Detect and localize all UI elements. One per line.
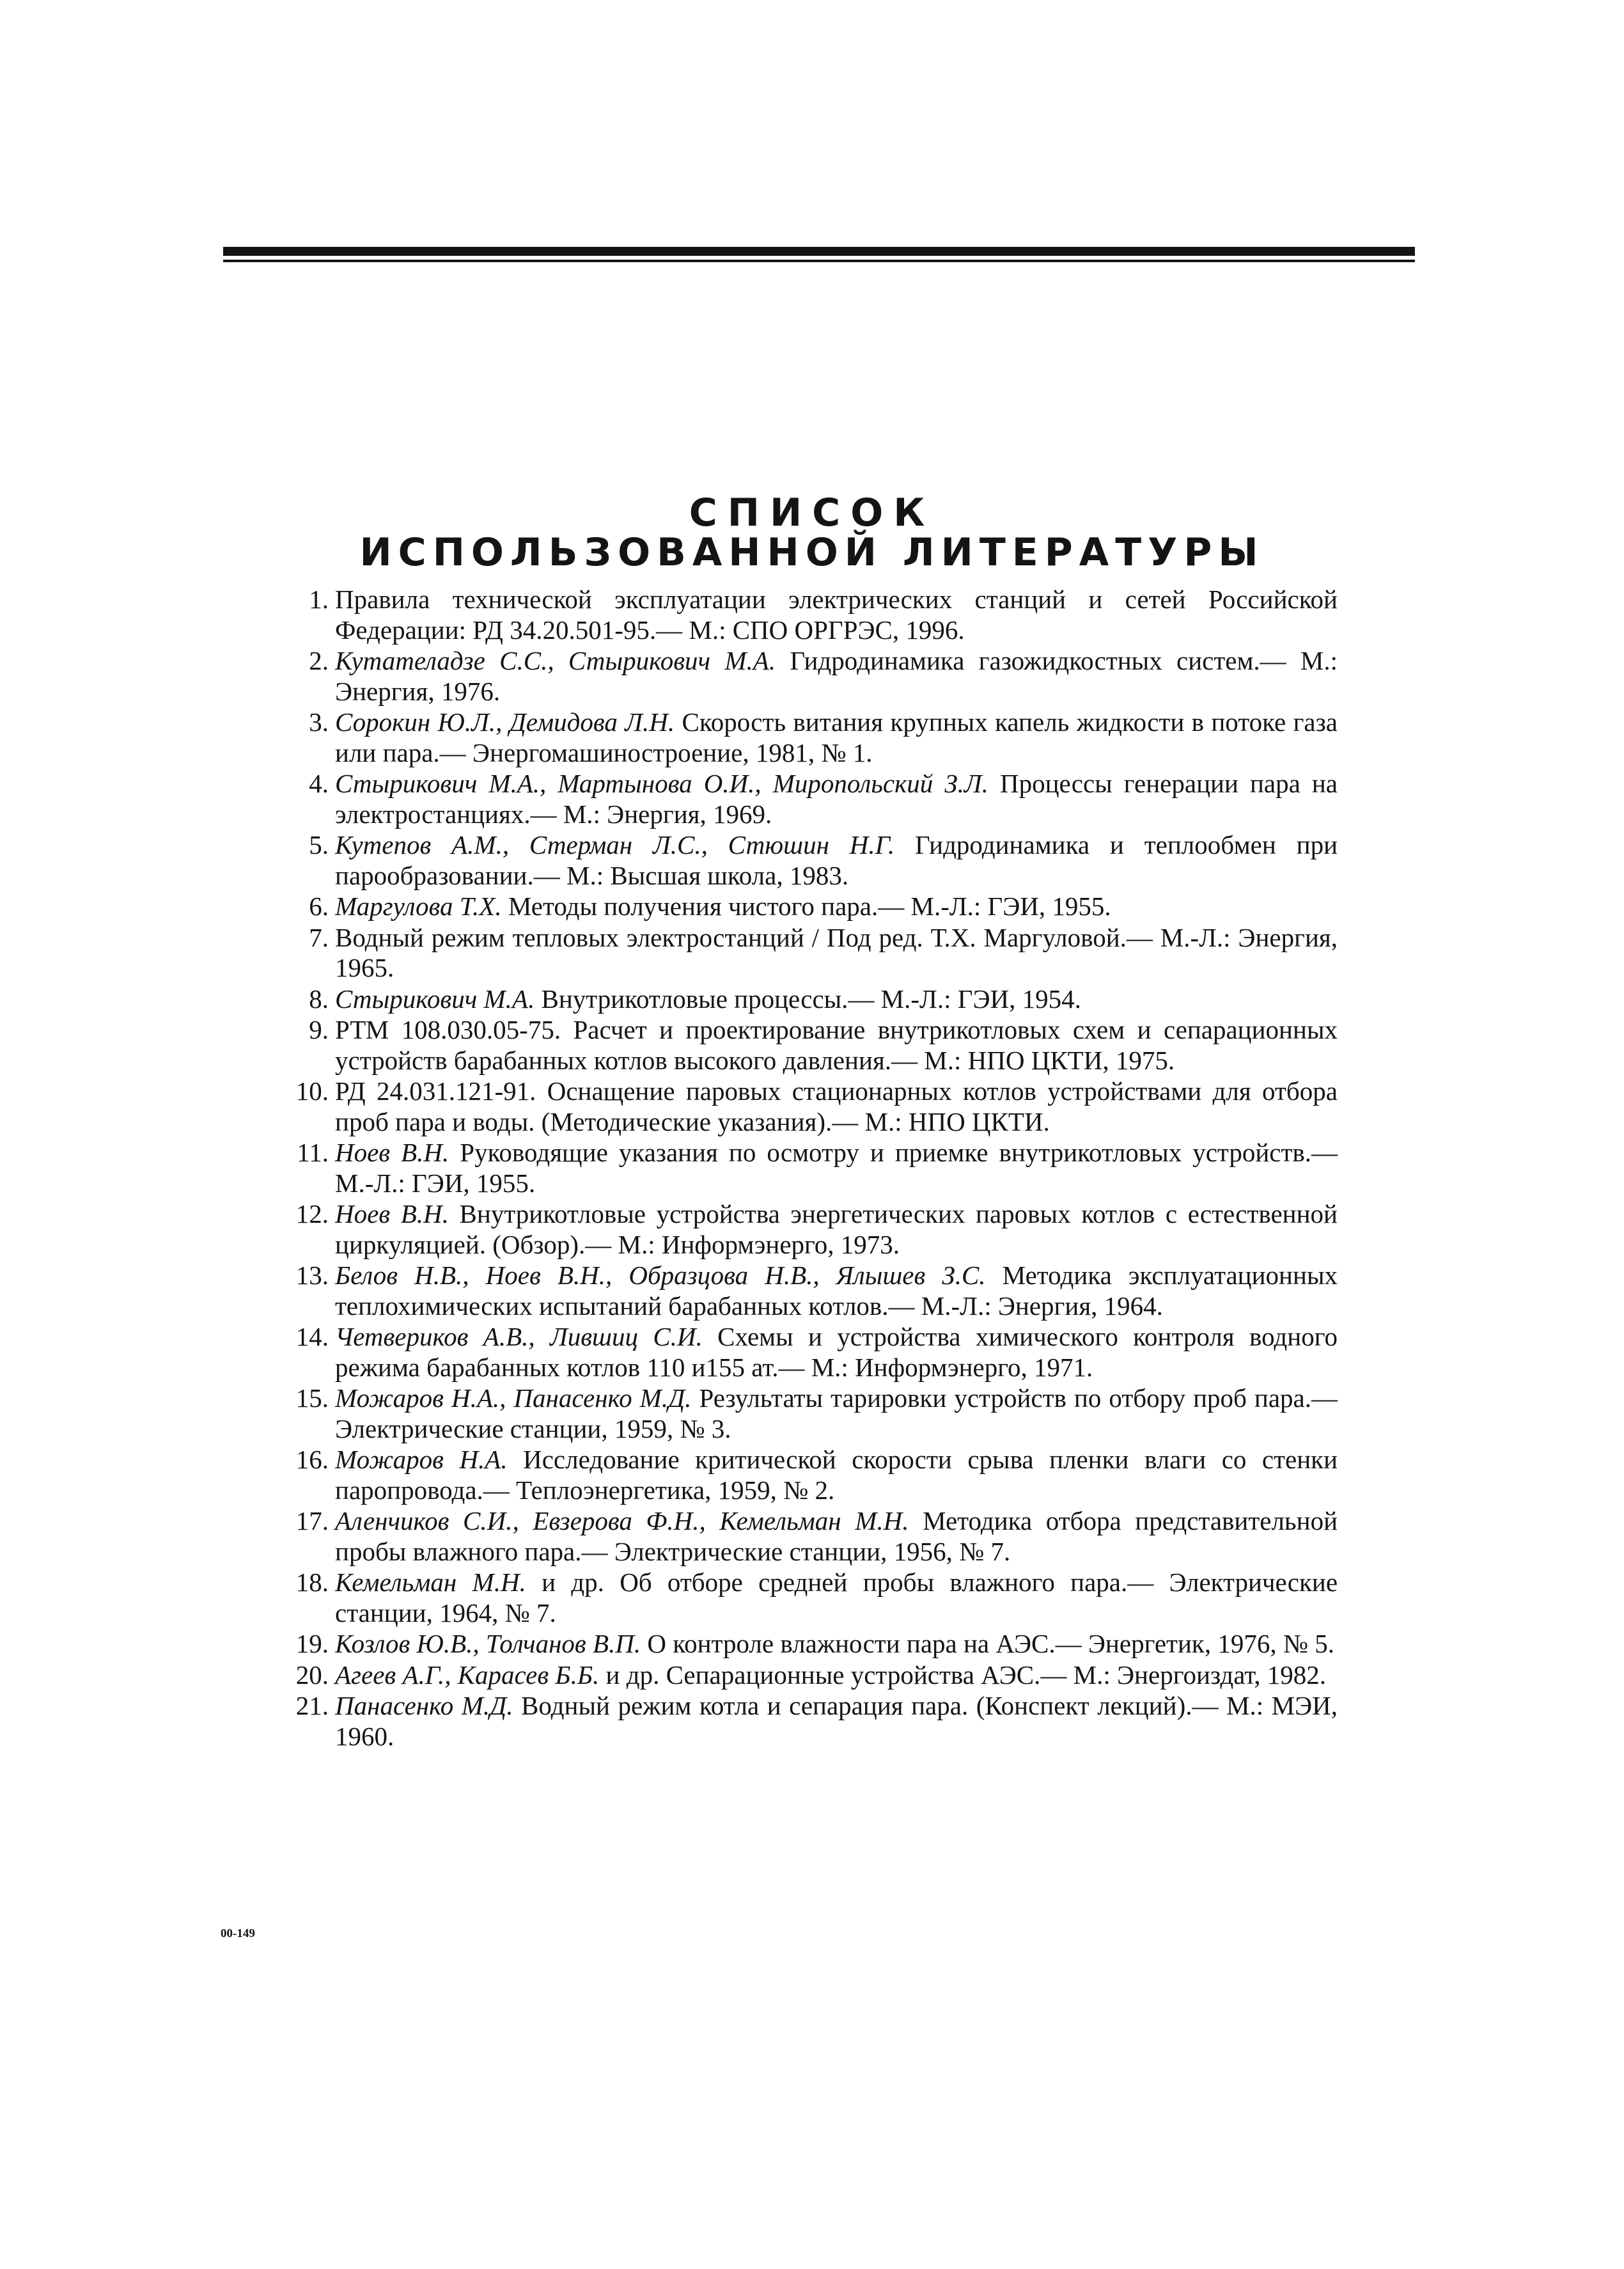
- header-rule-thick: [223, 247, 1415, 256]
- reference-item: [289, 830, 1338, 891]
- reference-text: Результаты тарировки устройств по отбору проб пара.— Электрические станции, 1959, № 3.: [335, 1383, 1338, 1443]
- reference-item: [289, 1629, 1338, 1660]
- reference-authors: Четвериков А.В., Лившиц С.И.: [335, 1322, 703, 1351]
- reference-item: [289, 1138, 1338, 1198]
- reference-authors: Стырикович М.А., Мартынова О.И., Миропольский З.Л.: [335, 769, 988, 798]
- reference-text: Схемы и устройства химического контроля водного режима барабанных котлов 110 и155 ат.— М.: Информэнерго, 1971.: [335, 1322, 1338, 1382]
- reference-text: Процессы генерации пара на электростанциях.— М.: Энергия, 1969.: [335, 769, 1338, 829]
- reference-item: [289, 1260, 1338, 1321]
- reference-item: [289, 1660, 1338, 1691]
- reference-item: [289, 646, 1338, 707]
- reference-number: 15.: [295, 1383, 329, 1413]
- reference-authors: Маргулова Т.Х.: [335, 891, 502, 921]
- reference-text: Правила технической эксплуатации электрических станций и сетей Российской Федерации: РД 34.20.501-95.— М.: СПО ОРГРЭС, 1996.: [335, 585, 1338, 645]
- reference-text: Скорость витания крупных капель жидкости в потоке газа или пара.— Энергомашиностроение, 1981, № 1.: [335, 707, 1338, 767]
- reference-authors: Можаров Н.А., Панасенко М.Д.: [335, 1383, 692, 1413]
- reference-number: 11.: [297, 1138, 329, 1167]
- reference-text: РД 24.031.121-91. Оснащение паровых стационарных котлов устройствами для отбора проб пара и воды. (Методические указания).— М.: НПО ЦКТИ.: [335, 1076, 1338, 1136]
- reference-number: 13.: [295, 1260, 329, 1290]
- reference-item: [289, 1199, 1338, 1260]
- reference-text: Методика эксплуатационных теплохимических испытаний барабанных котлов.— М.-Л.: Энергия, 1964.: [335, 1260, 1338, 1321]
- reference-number: 16.: [295, 1445, 329, 1474]
- reference-number: 7.: [309, 922, 329, 952]
- reference-text: Гидродинамика и теплообмен при парообразовании.— М.: Высшая школа, 1983.: [335, 830, 1338, 890]
- reference-text: Водный режим тепловых электростанций / Под ред. Т.Х. Маргуловой.— М.-Л.: Энергия, 1965.: [335, 922, 1338, 982]
- reference-number: 4.: [309, 769, 329, 798]
- reference-item: [289, 769, 1338, 829]
- reference-text: Гидродинамика газожидкостных систем.— М.: Энергия, 1976.: [335, 646, 1338, 706]
- reference-authors: Ноев В.Н.: [335, 1199, 449, 1229]
- reference-text: Внутрикотловые процессы.— М.-Л.: ГЭИ, 1954.: [541, 984, 1081, 1014]
- reference-text: Методы получения чистого пара.— М.-Л.: ГЭИ, 1955.: [508, 891, 1111, 921]
- reference-text: Водный режим котла и сепарация пара. (Конспект лекций).— М.: МЭИ, 1960.: [335, 1691, 1338, 1751]
- reference-item: [289, 1691, 1338, 1752]
- reference-text: Внутрикотловые устройства энергетических паровых котлов с естественной циркуляцией. (Обзор).— М.: Информэнерго, 1973.: [335, 1199, 1338, 1259]
- reference-item: [289, 984, 1338, 1015]
- page-title-line-2: ИСПОЛЬЗОВАННОЙ ЛИТЕРАТУРЫ: [359, 530, 1265, 575]
- reference-authors: Стырикович М.А.: [335, 984, 535, 1014]
- reference-text: и др. Сепарационные устройства АЭС.— М.: Энергоиздат, 1982.: [605, 1660, 1326, 1690]
- reference-number: 3.: [309, 707, 329, 737]
- print-code: 00-149: [221, 1927, 255, 1940]
- reference-authors: Аленчиков С.И., Евзерова Ф.Н., Кемельман М.Н.: [335, 1506, 909, 1535]
- reference-number: 14.: [295, 1322, 329, 1351]
- reference-authors: Можаров Н.А.: [335, 1445, 508, 1474]
- reference-authors: Сорокин Ю.Л., Демидова Л.Н.: [335, 707, 675, 737]
- reference-number: 17.: [295, 1506, 329, 1535]
- reference-number: 8.: [309, 984, 329, 1014]
- reference-authors: Ноев В.Н.: [335, 1138, 449, 1167]
- reference-item: [289, 1445, 1338, 1505]
- reference-item: [289, 923, 1338, 984]
- reference-authors: Козлов Ю.В., Толчанов В.П.: [335, 1629, 641, 1658]
- page-title-line-1: СПИСОК: [689, 491, 935, 535]
- reference-item: [289, 1076, 1338, 1137]
- header-rule-thin: [223, 260, 1415, 262]
- reference-number: 21.: [295, 1691, 329, 1720]
- reference-authors: Кутателадзе С.С., Стырикович М.А.: [335, 646, 776, 675]
- reference-text: О контроле влажности пара на АЭС.— Энергетик, 1976, № 5.: [647, 1629, 1334, 1658]
- reference-number: 2.: [309, 646, 329, 675]
- reference-text: Руководящие указания по осмотру и приемке внутрикотловых устройств.— М.-Л.: ГЭИ, 1955.: [335, 1138, 1338, 1198]
- reference-number: 1.: [309, 585, 329, 614]
- reference-number: 10.: [295, 1076, 329, 1106]
- reference-item: [289, 1015, 1338, 1076]
- reference-authors: Кутепов А.М., Стерман Л.С., Стюшин Н.Г.: [335, 830, 895, 860]
- reference-item: [289, 1567, 1338, 1628]
- reference-number: 9.: [309, 1015, 329, 1044]
- reference-item: [289, 1383, 1338, 1444]
- reference-text: РТМ 108.030.05-75. Расчет и проектирование внутрикотловых схем и сепарационных устройств барабанных котлов высокого давления.— М.: НПО ЦКТИ, 1975.: [335, 1015, 1338, 1075]
- reference-text: Исследование критической скорости срыва пленки влаги со стенки паропровода.— Теплоэнергетика, 1959, № 2.: [335, 1445, 1338, 1505]
- reference-number: 5.: [309, 830, 329, 860]
- reference-authors: Агеев А.Г., Карасев Б.Б.: [335, 1660, 600, 1690]
- reference-number: 12.: [295, 1199, 329, 1229]
- reference-number: 6.: [309, 891, 329, 921]
- reference-item: [289, 1322, 1338, 1383]
- reference-authors: Кемельман М.Н.: [335, 1567, 526, 1597]
- reference-item: [289, 1506, 1338, 1567]
- reference-text: Методика отбора представительной пробы влажного пара.— Электрические станции, 1956, № 7.: [335, 1506, 1338, 1566]
- reference-number: 18.: [295, 1567, 329, 1597]
- reference-authors: Панасенко М.Д.: [335, 1691, 513, 1720]
- reference-number: 20.: [295, 1660, 329, 1690]
- reference-number: 19.: [295, 1629, 329, 1658]
- reference-authors: Белов Н.В., Ноев В.Н., Образцова Н.В., Ялышев З.С.: [335, 1260, 986, 1290]
- reference-item: [289, 707, 1338, 768]
- reference-item: [289, 891, 1338, 922]
- reference-list: [289, 585, 1338, 1752]
- reference-text: и др. Об отборе средней пробы влажного пара.— Электрические станции, 1964, № 7.: [335, 1567, 1338, 1628]
- reference-item: [289, 585, 1338, 645]
